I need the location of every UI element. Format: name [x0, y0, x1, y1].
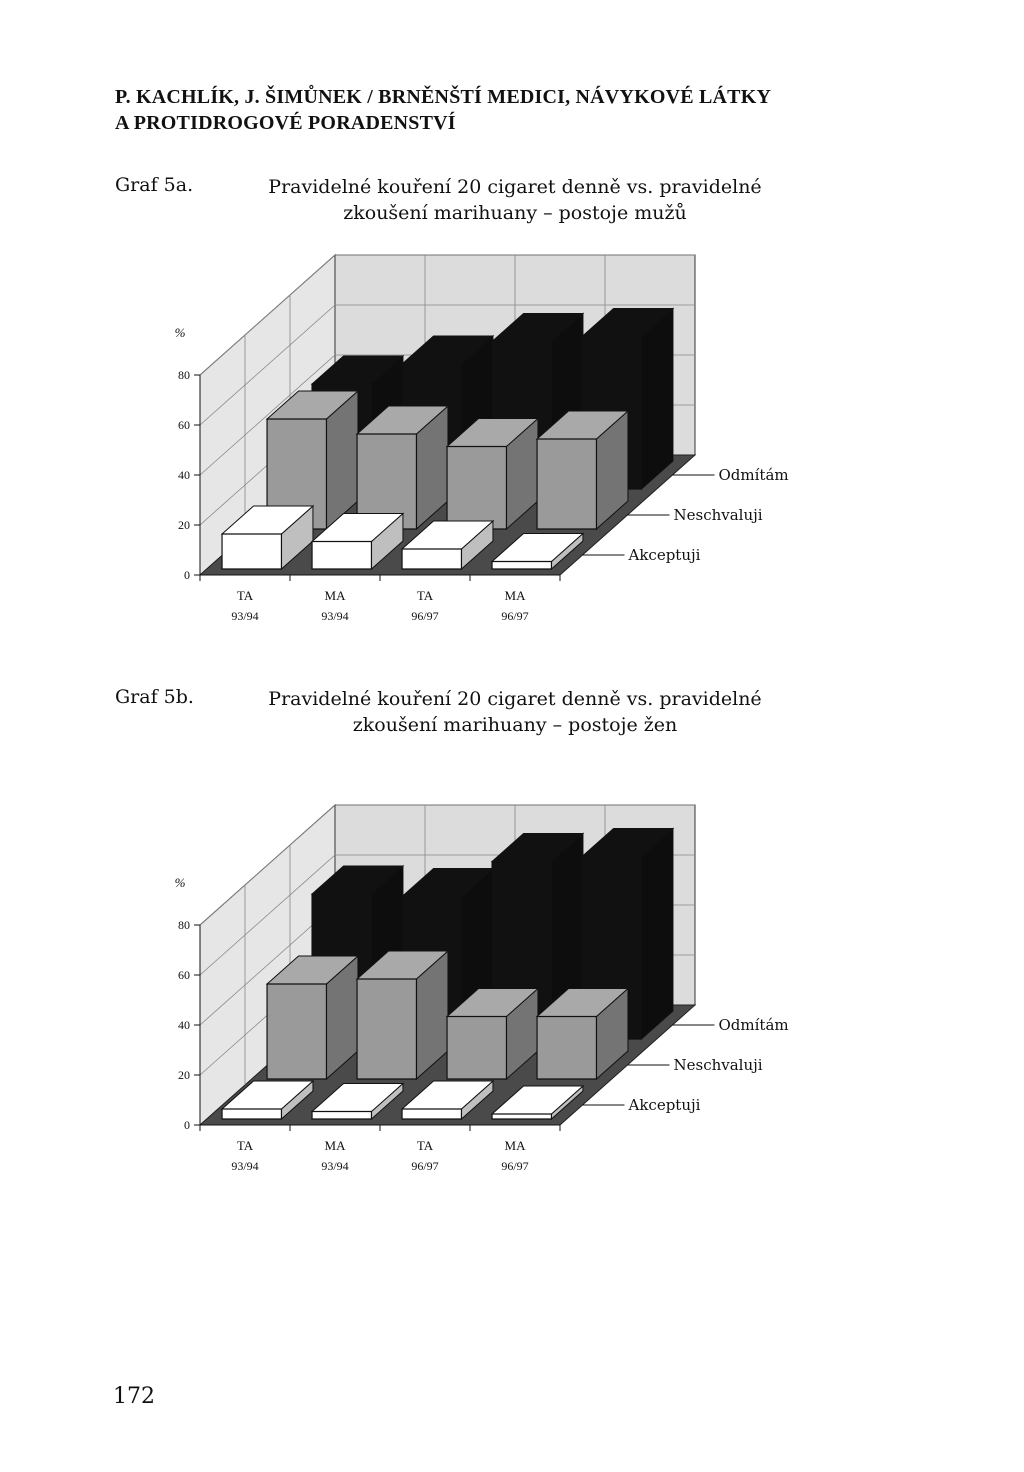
- bar-neschvaluji: [357, 951, 448, 1079]
- x-tick-label: TA: [236, 1138, 254, 1153]
- bar-front: [357, 979, 416, 1079]
- y-axis-label: %: [174, 325, 186, 340]
- x-tick-label: TA: [416, 588, 434, 603]
- series-label: Akceptuji: [628, 546, 701, 564]
- x-tick-label: 93/94: [231, 609, 259, 623]
- x-tick-label: TA: [236, 588, 254, 603]
- chart-b: [0, 800, 1024, 1200]
- y-tick-label: 60: [178, 418, 190, 432]
- header-line-2: A PROTIDROGOVÉ PORADENSTVÍ: [115, 112, 456, 134]
- series-label: Odmítám: [718, 466, 789, 484]
- bar-front: [447, 447, 506, 530]
- x-tick-label: 96/97: [501, 609, 529, 623]
- chart-a-title-line-2: zkoušení marihuany – postoje mužů: [343, 202, 687, 224]
- page-header: [115, 84, 915, 136]
- x-tick-label: 93/94: [321, 609, 349, 623]
- x-tick-label: 96/97: [411, 1159, 439, 1173]
- bar-front: [537, 1017, 596, 1080]
- series-label: Neschvaluji: [673, 506, 763, 524]
- bar-front: [537, 439, 596, 529]
- y-tick-label: 60: [178, 968, 190, 982]
- page-number: 172: [113, 1384, 155, 1409]
- bar-front: [312, 1112, 371, 1120]
- x-tick-label: MA: [324, 588, 346, 603]
- bar-side: [641, 829, 673, 1040]
- bar-front: [267, 984, 326, 1079]
- chart-a-title: [250, 174, 780, 226]
- series-label: Odmítám: [718, 1016, 789, 1034]
- x-tick-label: 93/94: [321, 1159, 349, 1173]
- chart-a-plot: [175, 255, 789, 623]
- y-tick-label: 20: [178, 1068, 190, 1082]
- y-tick-label: 20: [178, 518, 190, 532]
- chart-b-title-line-1: Pravidelné kouření 20 cigaret denně vs. pravidelné: [268, 688, 762, 710]
- header-line-1: P. KACHLÍK, J. ŠIMŮNEK / BRNĚNŠTÍ MEDICI, NÁVYKOVÉ LÁTKY: [115, 86, 772, 108]
- bar-neschvaluji: [447, 419, 538, 530]
- y-axis-label: %: [174, 875, 186, 890]
- bar-front: [447, 1017, 506, 1080]
- y-tick-label: 80: [178, 368, 190, 382]
- bar-front: [492, 562, 551, 570]
- chart-b-title: [250, 686, 780, 738]
- y-tick-label: 40: [178, 468, 190, 482]
- chart-b-label: Graf 5b.: [115, 686, 194, 708]
- bar-neschvaluji: [357, 406, 448, 529]
- x-tick-label: MA: [504, 1138, 526, 1153]
- chart-a-label: Graf 5a.: [115, 174, 194, 196]
- bar-front: [312, 542, 371, 570]
- chart-b-plot: [175, 805, 789, 1173]
- y-tick-label: 0: [184, 1118, 190, 1132]
- bar-neschvaluji: [267, 956, 358, 1079]
- x-tick-label: MA: [324, 1138, 346, 1153]
- chart-b-title-line-2: zkoušení marihuany – postoje žen: [352, 714, 678, 736]
- bar-side: [641, 309, 673, 490]
- bar-front: [402, 549, 461, 569]
- chart-a-title-line-1: Pravidelné kouření 20 cigaret denně vs. pravidelné: [268, 176, 762, 198]
- bar-front: [492, 1114, 551, 1119]
- x-tick-label: 96/97: [501, 1159, 529, 1173]
- series-label: Neschvaluji: [673, 1056, 763, 1074]
- x-tick-label: 93/94: [231, 1159, 259, 1173]
- bar-front: [222, 1109, 281, 1119]
- bar-neschvaluji: [537, 411, 628, 529]
- y-tick-label: 80: [178, 918, 190, 932]
- x-tick-label: TA: [416, 1138, 434, 1153]
- y-tick-label: 0: [184, 568, 190, 582]
- chart-a: [0, 250, 1024, 650]
- series-label: Akceptuji: [628, 1096, 701, 1114]
- bar-front: [402, 1109, 461, 1119]
- bar-front: [222, 534, 281, 569]
- y-tick-label: 40: [178, 1018, 190, 1032]
- x-tick-label: 96/97: [411, 609, 439, 623]
- x-tick-label: MA: [504, 588, 526, 603]
